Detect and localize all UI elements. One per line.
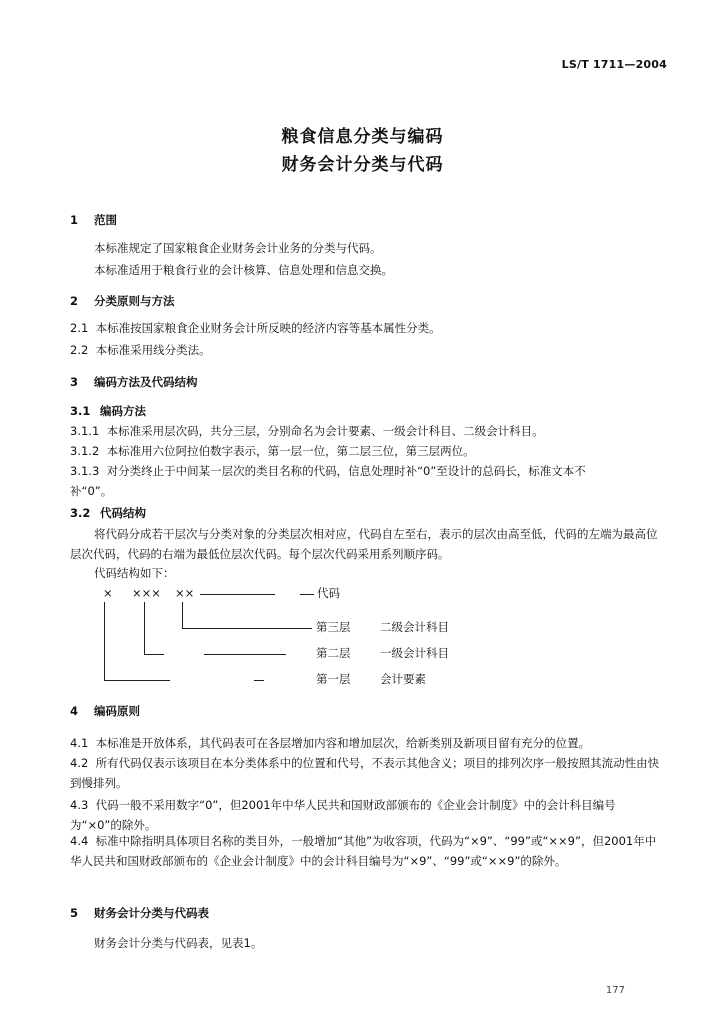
section-1-paragraph-2: 本标准适用于粮食行业的会计核算、信息处理和信息交换。 — [94, 263, 393, 277]
section-1-paragraph-1: 本标准规定了国家粮食企业财务会计业务的分类与代码。 — [94, 241, 382, 255]
clause-3-2-structure-intro: 代码结构如下： — [94, 566, 175, 580]
clause-2-2 — [70, 343, 211, 358]
layer-3-line — [182, 628, 312, 629]
layer-2-line — [204, 654, 286, 655]
clause-4-1 — [70, 733, 666, 753]
clause-text: 本标准是开放体系，其代码表可在各层增加内容和增加层次，给新类别及新项目留有充分的位置。 — [95, 736, 591, 750]
clause-3-1-heading — [70, 403, 146, 419]
clause-number: 3.1 — [70, 404, 91, 418]
layer-2-name: 一级会计科目 — [380, 646, 449, 660]
page-number: 177 — [605, 985, 625, 996]
clause-3-2-heading — [70, 505, 146, 521]
section-number: 4 — [70, 704, 79, 718]
document-title-line2: 财务会计分类与代码 — [281, 155, 444, 175]
layer-1-line — [104, 680, 170, 681]
layer-3-name: 二级会计科目 — [380, 620, 449, 634]
clause-number: 3.1.1 — [70, 424, 100, 438]
section-number: 1 — [70, 213, 79, 227]
clause-3-1-3-continued: 补“0”。 — [70, 484, 113, 498]
clause-number: 4.1 — [70, 736, 89, 750]
code-label: 代码 — [317, 586, 340, 600]
clause-title: 代码结构 — [100, 506, 146, 520]
section-title: 范围 — [94, 213, 117, 227]
code-part-3: ×× — [175, 586, 195, 600]
layer-1-line-end — [254, 680, 264, 681]
section-4-heading — [70, 703, 140, 719]
clause-3-1-3 — [70, 464, 586, 479]
clause-text: 本标准采用层次码，共分三层，分别命名为会计要素、一级会计科目、二级会计科目。 — [106, 424, 544, 438]
clause-text: 标准中除指明具体项目名称的类目外，一般增加“其他”为收容项，代码为“×9”、“99”或“××9”，但2001年中华人民共和国财政部颁布的《企业会计制度》中的会计科目编号为“×9”、“99”或“××9”的除外。 — [70, 834, 657, 868]
clause-number: 4.3 — [70, 798, 89, 812]
code-leader-line — [200, 594, 275, 595]
section-5-heading — [70, 905, 209, 921]
clause-number: 4.2 — [70, 756, 89, 770]
clause-title: 编码方法 — [100, 404, 146, 418]
section-3-heading — [70, 374, 198, 390]
code-leader-line-short — [300, 594, 314, 595]
section-number: 2 — [70, 294, 79, 308]
section-5-paragraph: 财务会计分类与代码表，见表1。 — [94, 936, 263, 950]
layer-1-name: 会计要素 — [380, 672, 426, 686]
clause-3-1-2 — [70, 444, 475, 459]
layer-2-line-start — [144, 654, 164, 655]
code-part-2: ××× — [132, 586, 161, 600]
layer-3-connector — [182, 602, 183, 628]
section-title: 财务会计分类与代码表 — [94, 906, 209, 920]
clause-3-2-paragraph: 将代码分成若干层次与分类对象的分类层次相对应，代码自左至右，表示的层次由高至低，代码的左端为最高位层次代码，代码的右端为最低位层次代码。每个层次代码采用系列顺序码。 — [70, 527, 658, 561]
standard-code: LS/T 1711—2004 — [561, 58, 667, 71]
clause-number: 2.1 — [70, 321, 89, 335]
layer-2-label: 第二层 — [316, 646, 351, 660]
layer-1-label: 第一层 — [316, 672, 351, 686]
clause-number: 2.2 — [70, 343, 89, 357]
clause-number: 4.4 — [70, 834, 89, 848]
section-title: 编码原则 — [94, 704, 140, 718]
section-title: 分类原则与方法 — [94, 294, 175, 308]
clause-text: 本标准用六位阿拉伯数字表示，第一层一位，第二层三位，第三层两位。 — [106, 444, 475, 458]
clause-text: 本标准按国家粮食企业财务会计所反映的经济内容等基本属性分类。 — [95, 321, 441, 335]
clause-text: 所有代码仅表示该项目在本分类体系中的位置和代号，不表示其他含义；项目的排列次序一般按照其流动性由快到慢排列。 — [70, 756, 660, 790]
clause-4-2 — [70, 753, 666, 793]
clause-text: 本标准采用线分类法。 — [95, 343, 211, 357]
clause-4-3 — [70, 795, 666, 835]
clause-number: 3.1.3 — [70, 464, 100, 478]
document-title-line1: 粮食信息分类与编码 — [281, 127, 444, 147]
clause-3-1-1 — [70, 424, 544, 439]
layer-1-connector — [104, 602, 105, 680]
section-title: 编码方法及代码结构 — [94, 375, 198, 389]
layer-3-label: 第三层 — [316, 620, 351, 634]
clause-text: 代码一般不采用数字“0”，但2001年中华人民共和国财政部颁布的《企业会计制度》中的会计科目编号为“×0”的除外。 — [70, 798, 616, 832]
clause-2-1 — [70, 321, 441, 336]
layer-2-connector — [144, 602, 145, 654]
clause-number: 3.2 — [70, 506, 91, 520]
section-number: 5 — [70, 906, 79, 920]
code-part-1: × — [103, 586, 113, 600]
clause-4-4 — [70, 831, 666, 871]
clause-text: 对分类终止于中间某一层次的类目名称的代码，信息处理时补“0”至设计的总码长，标准文本不 — [106, 464, 586, 478]
section-number: 3 — [70, 375, 79, 389]
clause-number: 3.1.2 — [70, 444, 100, 458]
section-2-heading — [70, 293, 175, 309]
section-1-heading — [70, 212, 117, 228]
